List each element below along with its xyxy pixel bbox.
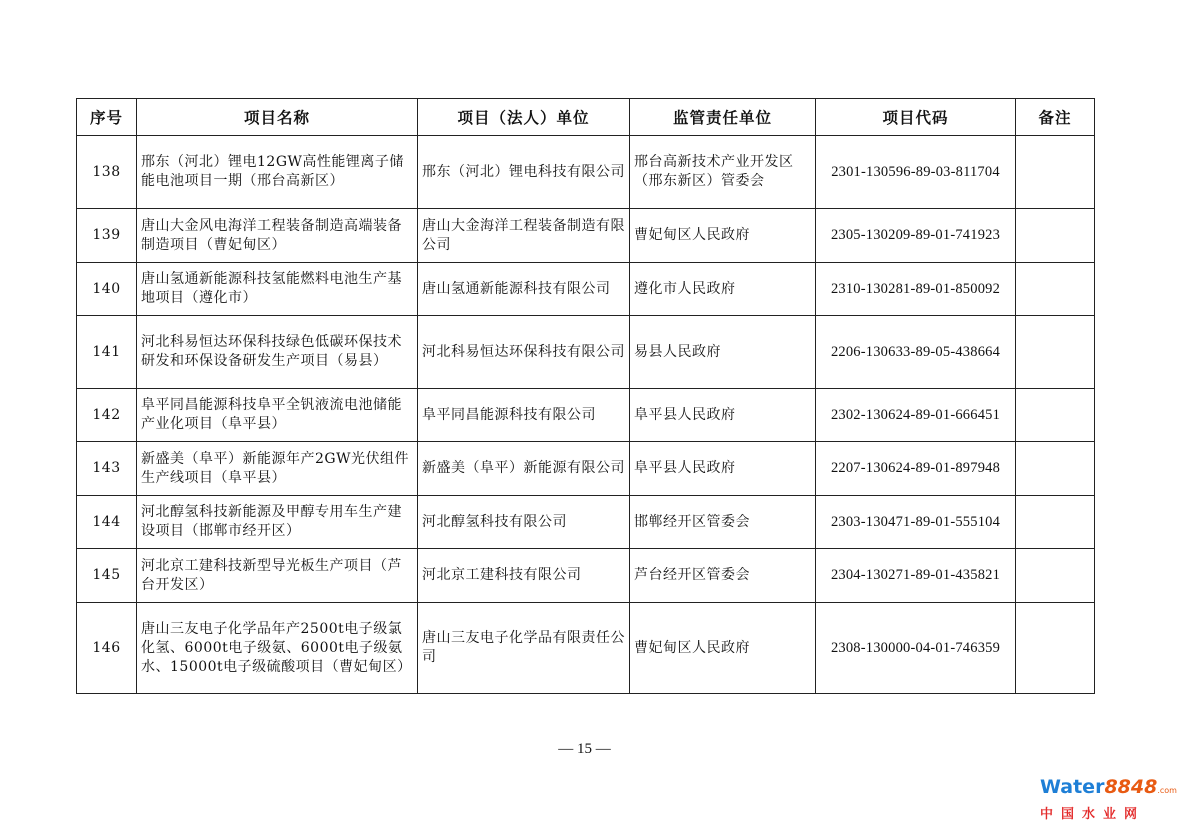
header-supervisor: 监管责任单位: [630, 99, 816, 136]
cell-remarks: [1016, 389, 1095, 442]
cell-legal-entity: 新盛美（阜平）新能源有限公司: [418, 442, 630, 496]
cell-project-code: 2310-130281-89-01-850092: [816, 263, 1016, 316]
cell-remarks: [1016, 549, 1095, 603]
cell-legal-entity: 河北京工建科技有限公司: [418, 549, 630, 603]
table-row: [77, 316, 1095, 389]
cell-supervisor: 邢台高新技术产业开发区（邢东新区）管委会: [630, 136, 816, 209]
header-project-code: 项目代码: [816, 99, 1016, 136]
header-remarks: 备注: [1016, 99, 1095, 136]
cell-remarks: [1016, 209, 1095, 263]
table-row: [77, 389, 1095, 442]
cell-project-name: 河北京工建科技新型导光板生产项目（芦台开发区）: [137, 549, 418, 603]
cell-project-code: 2303-130471-89-01-555104: [816, 496, 1016, 549]
cell-project-name: 唐山氢通新能源科技氢能燃料电池生产基地项目（遵化市）: [137, 263, 418, 316]
cell-supervisor: 曹妃甸区人民政府: [630, 603, 816, 694]
header-serial-no: 序号: [77, 99, 137, 136]
cell-serial-no: 144: [77, 496, 137, 549]
table-header-row: [77, 99, 1095, 136]
watermark-domain: .com: [1157, 786, 1177, 795]
cell-remarks: [1016, 263, 1095, 316]
cell-legal-entity: 阜平同昌能源科技有限公司: [418, 389, 630, 442]
cell-serial-no: 138: [77, 136, 137, 209]
cell-supervisor: 阜平县人民政府: [630, 389, 816, 442]
table-row: [77, 549, 1095, 603]
cell-project-name: 新盛美（阜平）新能源年产2GW光伏组件生产线项目（阜平县）: [137, 442, 418, 496]
cell-project-name: 阜平同昌能源科技阜平全钒液流电池储能产业化项目（阜平县）: [137, 389, 418, 442]
cell-project-code: 2305-130209-89-01-741923: [816, 209, 1016, 263]
cell-serial-no: 146: [77, 603, 137, 694]
cell-project-name: 唐山三友电子化学品年产2500t电子级氯化氢、6000t电子级氨、6000t电子级氨水、15000t电子级硫酸项目（曹妃甸区）: [137, 603, 418, 694]
cell-project-code: 2308-130000-04-01-746359: [816, 603, 1016, 694]
cell-legal-entity: 唐山氢通新能源科技有限公司: [418, 263, 630, 316]
cell-supervisor: 芦台经开区管委会: [630, 549, 816, 603]
cell-serial-no: 145: [77, 549, 137, 603]
cell-project-name: 河北醇氢科技新能源及甲醇专用车生产建设项目（邯郸市经开区）: [137, 496, 418, 549]
cell-project-name: 邢东（河北）锂电12GW高性能锂离子储能电池项目一期（邢台高新区）: [137, 136, 418, 209]
cell-remarks: [1016, 496, 1095, 549]
cell-supervisor: 邯郸经开区管委会: [630, 496, 816, 549]
cell-project-code: 2301-130596-89-03-811704: [816, 136, 1016, 209]
cell-supervisor: 曹妃甸区人民政府: [630, 209, 816, 263]
cell-remarks: [1016, 316, 1095, 389]
watermark-logo: [1040, 776, 1177, 822]
cell-serial-no: 143: [77, 442, 137, 496]
cell-serial-no: 141: [77, 316, 137, 389]
cell-project-code: 2207-130624-89-01-897948: [816, 442, 1016, 496]
cell-project-code: 2206-130633-89-05-438664: [816, 316, 1016, 389]
cell-project-code: 2302-130624-89-01-666451: [816, 389, 1016, 442]
cell-project-name: 唐山大金风电海洋工程装备制造高端装备制造项目（曹妃甸区）: [137, 209, 418, 263]
cell-legal-entity: 河北科易恒达环保科技有限公司: [418, 316, 630, 389]
cell-project-name: 河北科易恒达环保科技绿色低碳环保技术研发和环保设备研发生产项目（易县）: [137, 316, 418, 389]
table-row: [77, 603, 1095, 694]
watermark-brand: [1040, 776, 1177, 801]
table-row: [77, 136, 1095, 209]
cell-serial-no: 142: [77, 389, 137, 442]
cell-project-code: 2304-130271-89-01-435821: [816, 549, 1016, 603]
cell-serial-no: 140: [77, 263, 137, 316]
cell-legal-entity: 唐山大金海洋工程装备制造有限公司: [418, 209, 630, 263]
cell-supervisor: 易县人民政府: [630, 316, 816, 389]
cell-remarks: [1016, 603, 1095, 694]
cell-legal-entity: 唐山三友电子化学品有限责任公司: [418, 603, 630, 694]
table-row: [77, 263, 1095, 316]
watermark-brand-a: Water: [1040, 776, 1105, 798]
header-legal-entity: 项目（法人）单位: [418, 99, 630, 136]
cell-supervisor: 遵化市人民政府: [630, 263, 816, 316]
table-row: [77, 209, 1095, 263]
cell-remarks: [1016, 136, 1095, 209]
cell-supervisor: 阜平县人民政府: [630, 442, 816, 496]
cell-legal-entity: 河北醇氢科技有限公司: [418, 496, 630, 549]
table-row: [77, 496, 1095, 549]
cell-serial-no: 139: [77, 209, 137, 263]
watermark-brand-b: 8848: [1104, 776, 1158, 798]
table-row: [77, 442, 1095, 496]
header-project-name: 项目名称: [137, 99, 418, 136]
cell-remarks: [1016, 442, 1095, 496]
project-table: [76, 98, 1095, 694]
cell-legal-entity: 邢东（河北）锂电科技有限公司: [418, 136, 630, 209]
page-number: — 15 —: [558, 741, 611, 757]
watermark-subtitle: 中国水业网: [1040, 807, 1146, 822]
